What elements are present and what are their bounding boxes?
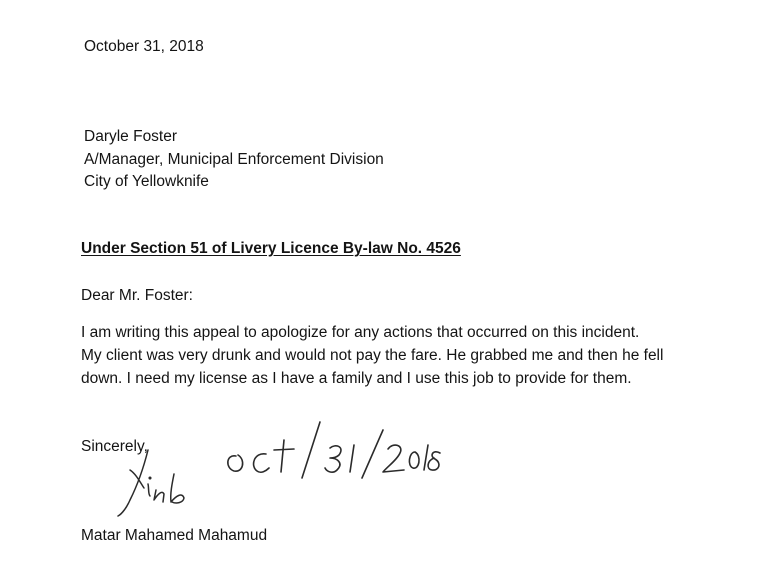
recipient-name: Daryle Foster — [84, 128, 178, 145]
recipient-block — [84, 126, 384, 194]
salutation: Dear Mr. Foster: — [81, 287, 193, 304]
body-line: I am writing this appeal to apologize for any actions that occurred on this incident. — [81, 324, 640, 341]
closing: Sincerely, — [81, 438, 148, 455]
letter-date: October 31, 2018 — [84, 38, 204, 55]
body-line: My client was very drunk and would not pay the fare. He grabbed me and then he fell — [81, 347, 664, 364]
handwritten-date — [212, 408, 442, 480]
recipient-organization: City of Yellowknife — [84, 173, 209, 190]
body-paragraph — [81, 322, 771, 391]
subject-line: Under Section 51 of Livery Licence By-law No. 4526 — [81, 240, 461, 257]
body-line: down. I need my license as I have a family and I use this job to provide for them. — [81, 370, 632, 387]
signer-name: Matar Mahamed Mahamud — [81, 527, 268, 544]
signature — [108, 440, 200, 520]
recipient-title: A/Manager, Municipal Enforcement Division — [84, 150, 384, 168]
